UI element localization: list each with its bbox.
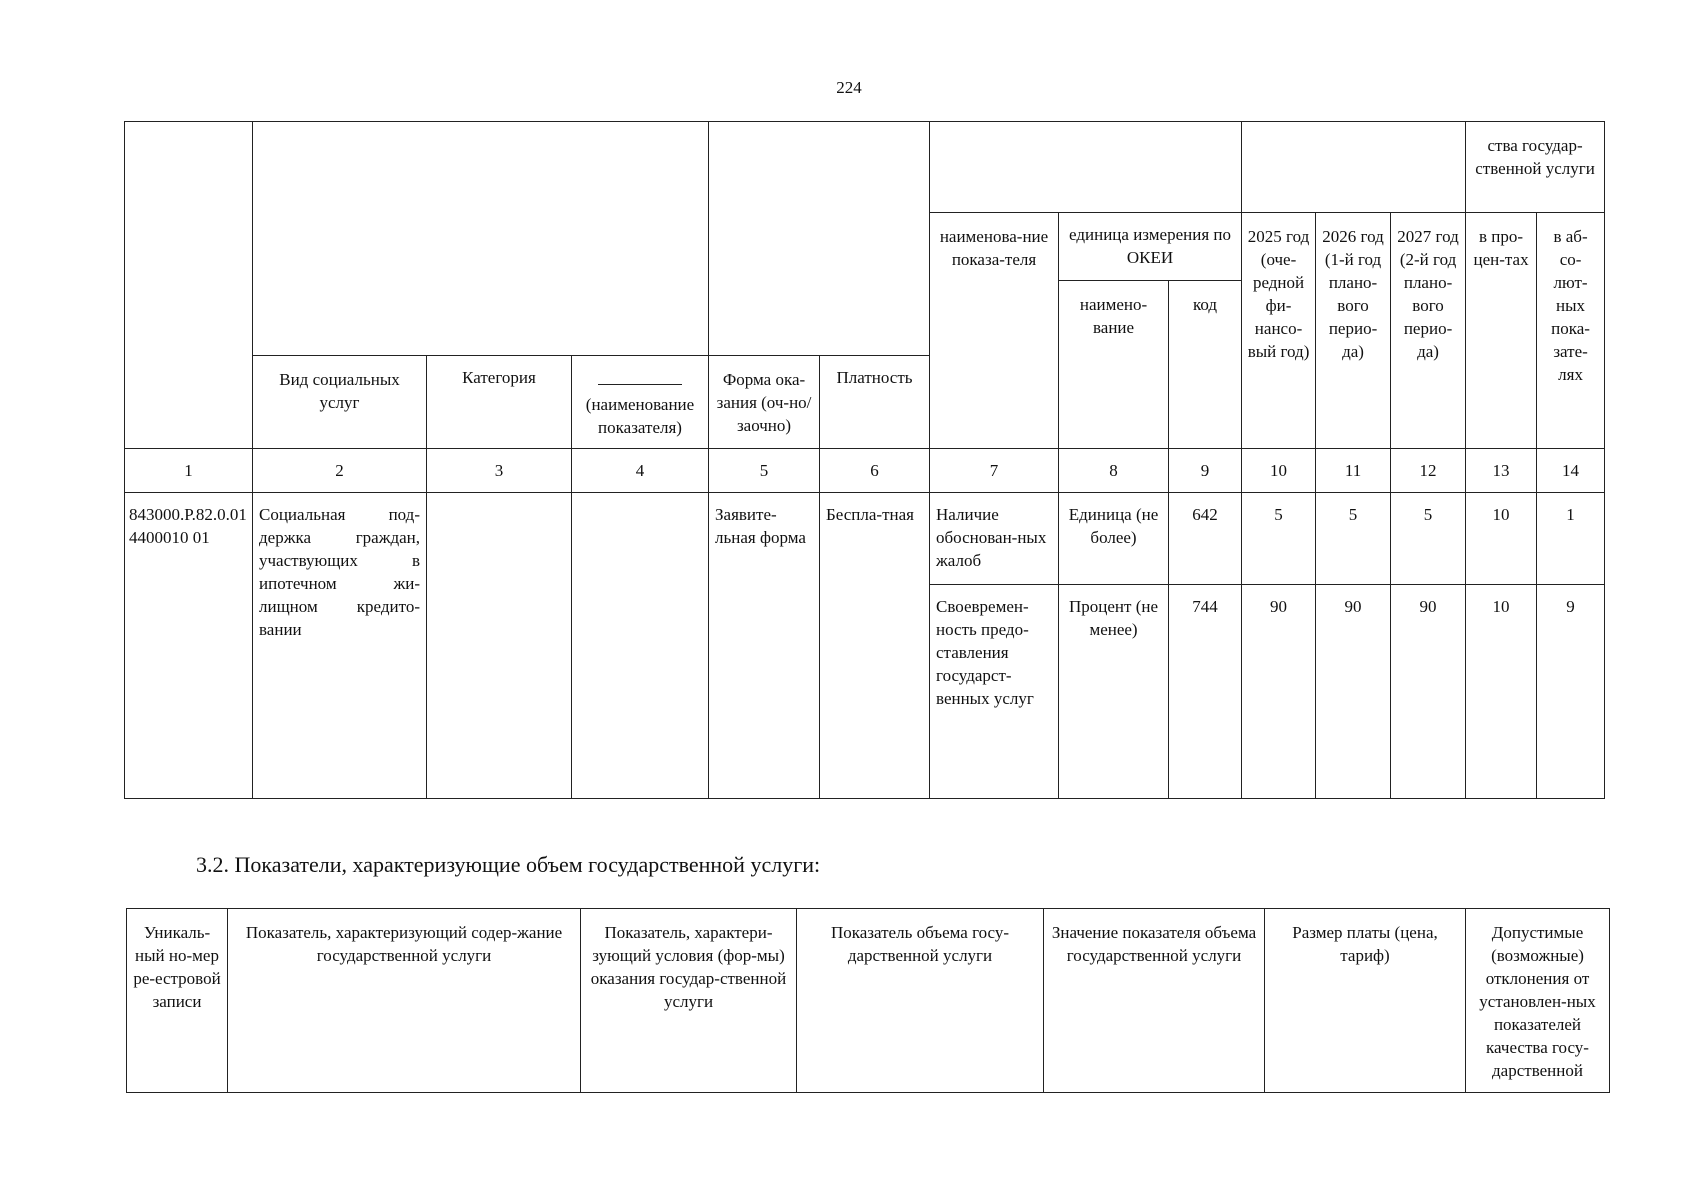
header-registry-number: Уникаль-ный но-мер ре-естровой записи (127, 909, 228, 1093)
page-number: 224 (836, 78, 862, 97)
header-service-type: Вид социальных услуг (253, 356, 427, 449)
header-cell-values (1242, 122, 1466, 213)
column-number: 5 (709, 449, 820, 493)
indicator-unit: Единица (не более) (1059, 493, 1169, 585)
indicator-name: Наличие обоснован-ных жалоб (930, 493, 1059, 585)
indicator-name: Своевремен-ность предо-ставления государст-венных услуг (930, 585, 1059, 799)
header-volume-value: Значение показателя объема государственной услуги (1044, 909, 1265, 1093)
header-unit-name: наимено-вание (1059, 281, 1169, 449)
header-year-2027: 2027 год (2-й год плано-вого перио-да) (1391, 213, 1466, 449)
indicator-value-2027: 90 (1391, 585, 1466, 799)
header-cell-conditions (709, 122, 930, 356)
deviation-absolute: 9 (1537, 585, 1605, 799)
column-number: 14 (1537, 449, 1605, 493)
header-blank-indicator (572, 356, 709, 449)
indicator-value-2026: 90 (1316, 585, 1391, 799)
column-number: 12 (1391, 449, 1466, 493)
category-value (427, 493, 572, 799)
service-type-value: Социальная под-держка граждан, участвующих в ипотечном жи-лищном кредито-вании (253, 493, 427, 799)
header-unit-okei: единица измерения по ОКЕИ (1059, 213, 1242, 281)
volume-indicators-table (126, 908, 1610, 1093)
column-number: 7 (930, 449, 1059, 493)
indicator-value-2025: 5 (1242, 493, 1316, 585)
header-form: Форма ока-зания (оч-но/заочно) (709, 356, 820, 449)
header-cell-indicator (930, 122, 1242, 213)
header-category: Категория (427, 356, 572, 449)
column-number: 9 (1169, 449, 1242, 493)
header-extent: ства государ-ственной услуги (1466, 122, 1605, 213)
indicator-value-2026: 5 (1316, 493, 1391, 585)
column-number: 11 (1316, 449, 1391, 493)
deviation-percent: 10 (1466, 493, 1537, 585)
quality-indicators-table (124, 121, 1605, 799)
indicator-unit: Процент (не менее) (1059, 585, 1169, 799)
indicator-blank-value (572, 493, 709, 799)
registry-number: 843000.Р.82.0.014400010 01 (125, 493, 253, 799)
header-payment: Платность (820, 356, 930, 449)
indicator-value-2025: 90 (1242, 585, 1316, 799)
indicator-value-2027: 5 (1391, 493, 1466, 585)
column-number: 13 (1466, 449, 1537, 493)
header-year-2026: 2026 год (1-й год плано-вого перио-да) (1316, 213, 1391, 449)
column-number: 10 (1242, 449, 1316, 493)
indicator-code: 642 (1169, 493, 1242, 585)
column-number: 8 (1059, 449, 1169, 493)
header-percent: в про-цен-тах (1466, 213, 1537, 449)
header-deviations: Допустимые (возможные) отклонения от установлен-ных показателей качества госу-дарственной (1466, 909, 1610, 1093)
section-title: 3.2. Показатели, характеризующие объем государственной услуги: (196, 852, 821, 877)
deviation-percent: 10 (1466, 585, 1537, 799)
header-volume-indicator: Показатель объема госу-дарственной услуги (797, 909, 1044, 1093)
header-indicator-name: наименова-ние показа-теля (930, 213, 1059, 449)
header-year-2025: 2025 год (оче-редной фи-нансо-вый год) (1242, 213, 1316, 449)
column-number: 6 (820, 449, 930, 493)
column-number: 4 (572, 449, 709, 493)
column-number: 1 (125, 449, 253, 493)
deviation-absolute: 1 (1537, 493, 1605, 585)
header-conditions-indicator: Показатель, характери-зующий условия (фор-мы) оказания государ-ственной услуги (581, 909, 797, 1093)
header-content-indicator: Показатель, характеризующий содер-жание государственной услуги (228, 909, 581, 1093)
column-number: 2 (253, 449, 427, 493)
header-unit-code: код (1169, 281, 1242, 449)
form-value: Заявите-льная форма (709, 493, 820, 799)
header-cell-content (253, 122, 709, 356)
indicator-code: 744 (1169, 585, 1242, 799)
payment-value: Бесплa-тная (820, 493, 930, 799)
header-fee: Размер платы (цена, тариф) (1265, 909, 1466, 1093)
column-number: 3 (427, 449, 572, 493)
blank-underline (598, 374, 682, 385)
header-cell-registry (125, 122, 253, 449)
header-absolute: в аб-со-лют-ных пока-зате-лях (1537, 213, 1605, 449)
header-blank-indicator-label: (наименование показателя) (585, 395, 695, 437)
